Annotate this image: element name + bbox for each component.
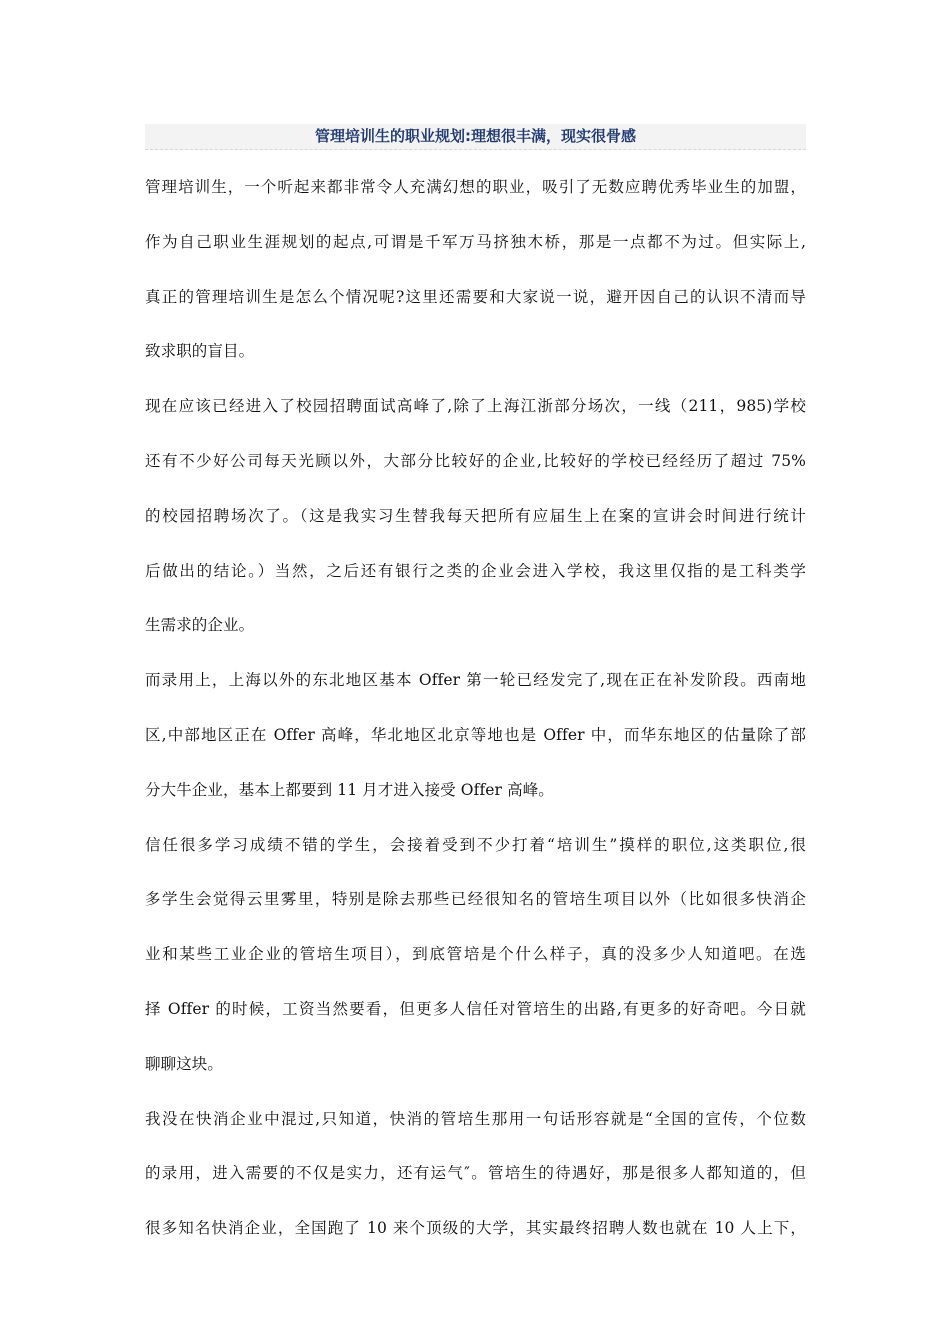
paragraph: [145, 653, 806, 817]
paragraph: [145, 1092, 806, 1256]
text-line: 作为自己职业生涯规划的起点,可谓是千军万马挤独木桥，那是一点都不为过。但实际上,: [145, 232, 806, 251]
text-line: 的录用，进入需要的不仅是实力，还有运气″。管培生的待遇好，那是很多人都知道的，但: [145, 1164, 806, 1183]
text-line: 我没在快消企业中混过,只知道，快消的管培生那用一句话形容就是“全国的宣传，个位数: [145, 1109, 806, 1128]
text-line: 很多知名快消企业，全国跑了 10 来个顶级的大学，其实最终招聘人数也就在 10 人上下，: [145, 1219, 806, 1238]
text-line: 分大牛企业，基本上都要到 11 月才进入接受 Offer 高峰。: [145, 780, 554, 799]
text-line: 致求职的盲目。: [145, 342, 255, 361]
text-line: 而录用上，上海以外的东北地区基本 Offer 第一轮已经发完了,现在正在补发阶段。西南地: [145, 671, 806, 690]
text-line: 管理培训生，一个听起来都非常令人充满幻想的职业，吸引了无数应聘优秀毕业生的加盟，: [145, 178, 806, 196]
article-body: [145, 160, 806, 1256]
text-line: 还有不少好公司每天光顾以外，大部分比较好的企业,比较好的学校已经经历了超过 75%: [145, 451, 806, 470]
article-title: 管理培训生的职业规划:理想很丰满，现实很骨感: [145, 124, 806, 150]
paragraph: [145, 160, 806, 379]
text-line: 择 Offer 的时候，工资当然要看，但更多人信任对管培生的出路,有更多的好奇吧。今日就: [145, 999, 806, 1018]
text-line: 多学生会觉得云里雾里，特别是除去那些已经很知名的管培生项目以外（比如很多快消企: [145, 890, 806, 909]
text-line: 生需求的企业。: [145, 616, 255, 635]
text-line: 信任很多学习成绩不错的学生，会接着受到不少打着“培训生”摸样的职位,这类职位,很: [145, 835, 806, 854]
text-line: 业和某些工业企业的管培生项目），到底管培是个什么样子，真的没多少人知道吧。在选: [145, 945, 806, 964]
text-line: 聊聊这块。: [145, 1054, 224, 1073]
text-line: 区,中部地区正在 Offer 高峰，华北地区北京等地也是 Offer 中，而华东地区的估量除了部: [145, 725, 806, 744]
text-line: 后做出的结论。）当然，之后还有银行之类的企业会进入学校，我这里仅指的是工科类学: [145, 561, 806, 580]
text-line: 现在应该已经进入了校园招聘面试高峰了,除了上海江浙部分场次，一线（211，985)学校: [145, 397, 806, 416]
paragraph: [145, 818, 806, 1092]
text-line: 的校园招聘场次了。（这是我实习生替我每天把所有应届生上在案的宣讲会时间进行统计: [145, 506, 806, 525]
paragraph: [145, 379, 806, 653]
text-line: 真正的管理培训生是怎么个情况呢?这里还需要和大家说一说，避开因自己的认识不清而导: [145, 287, 806, 306]
